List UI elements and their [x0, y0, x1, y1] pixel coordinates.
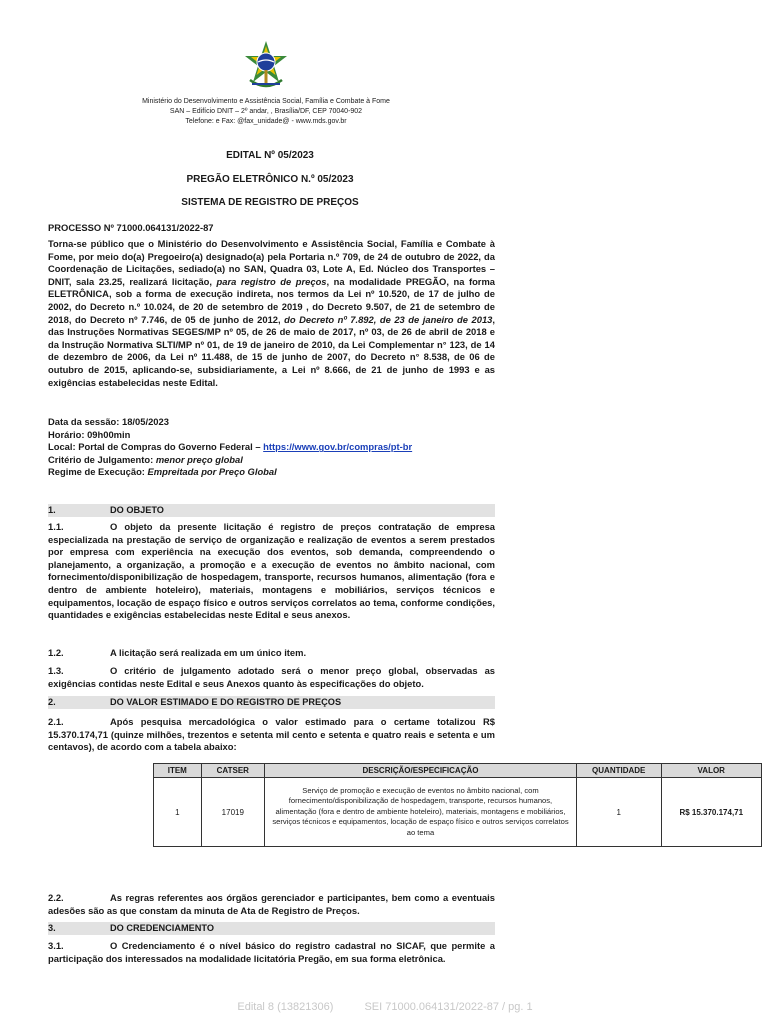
cell-descricao: Serviço de promoção e execução de eventos no âmbito nacional, com fornecimento/disponibilização de hospedagem, transporte, recursos humanos, alimentação (fora e dentro de ambiente hoteleiro), materiais, montagens e mobiliários, serviços técnicos e equipamentos, locação de espaço físico e outros serviços correlatos ao tema [265, 778, 577, 847]
intro-text-italic-1: para registro de preços [216, 275, 327, 287]
section-1-heading: 1. DO OBJETO [48, 504, 495, 517]
processo-number: PROCESSO Nº 71000.064131/2022-87 [48, 222, 214, 233]
price-table [153, 763, 762, 847]
col-quantidade: QUANTIDADE [576, 764, 661, 778]
table-header-row [154, 764, 762, 778]
item-1-1: 1.1. O objeto da presente licitação é registro de preços contratação de empresa especializada na prestação de serviço de organização e realização de eventos a serem prestados por empresa com experiência na execução dos eventos, sob demanda, compreendendo o planejamento, a organização, a promoção e a execução de eventos no âmbito nacional, com fornecimento/disponibilização de hospedagem, transporte, recursos humanos, alimentação (fora e dentro de ambiente hoteleiro), materiais, montagens e mobiliários, serviços técnicos e equipamentos, locação de espaço físico e outros serviços correlatos ao tema, conforme condições, quantidades e exigências estabelecidas neste Edital e seus anexos. [48, 521, 495, 621]
session-info [48, 416, 495, 479]
cell-quantidade: 1 [576, 778, 661, 847]
page-footer [0, 1001, 770, 1013]
item-2-1: 2.1. Após pesquisa mercadológica o valor estimado para o certame totalizou R$ 15.370.174,71 (quinze milhões, trezentos e setenta mil cento e setenta e quatro reais e setenta e um centavos), de acordo com a tabela abaixo: [48, 716, 496, 753]
item-1-3: 1.3. O critério de julgamento adotado será o menor preço global, observadas as exigências contidas neste Edital e seus Anexos quanto às especificações do objeto. [48, 665, 495, 689]
edital-title: EDITAL Nº 05/2023 [226, 150, 314, 161]
brazil-coat-of-arms-icon [244, 40, 288, 92]
section-2-heading: 2. DO VALOR ESTIMADO E DO REGISTRO DE PREÇOS [48, 696, 495, 709]
intro-text-italic-2: do Decreto nº 7.892, de 23 de janeiro de 2013 [284, 313, 493, 325]
cell-item: 1 [154, 778, 202, 847]
item-1-2: 1.2. A licitação será realizada em um único item. [48, 647, 307, 658]
compras-link[interactable]: https://www.gov.br/compras/pt-br [263, 441, 413, 453]
cell-valor: R$ 15.370.174,71 [661, 778, 761, 847]
session-time: Horário: 09h00min [48, 428, 131, 440]
pregao-title: PREGÃO ELETRÔNICO N.º 05/2023 [186, 174, 354, 185]
item-2-2: 2.2. As regras referentes aos órgãos gerenciador e participantes, bem como a eventuais adesões são as que constam da minuta de Ata de Registro de Preços. [48, 892, 495, 916]
table-row [154, 778, 762, 847]
ministry-name: Ministério do Desenvolvimento e Assistência Social, Família e Combate à Fome [142, 98, 390, 105]
section-3-heading: 3. DO CREDENCIAMENTO [48, 922, 495, 935]
ministry-contact: Telefone: e Fax: @fax_unidade@ - www.mds.gov.br [185, 118, 347, 125]
session-local: Local: Portal de Compras do Governo Federal – https://www.gov.br/compras/pt-br [48, 441, 413, 453]
col-catser: CATSER [201, 764, 264, 778]
col-descricao: DESCRIÇÃO/ESPECIFICAÇÃO [265, 764, 577, 778]
julgamento-criterio: Critério de Julgamento: menor preço global [48, 453, 243, 465]
footer-process-page: SEI 71000.064131/2022-87 / pg. 1 [364, 1001, 533, 1013]
intro-text-3: , das Instruções Normativas SEGES/MP nº 05, de 26 de maio de 2017, nº 03, de 26 de abril de 2018 e da Instrução Normativa SLTI/MP nº 01, de 19 de janeiro de 2010, da Lei Complementar n° 123, de 14 de dezembro de 2006, da Lei nº 11.488, de 15 de junho de 2007, do Decreto n° 8.538, de 06 de outubro de 2015, aplicando-se, subsidiariamente, a Lei nº 8.666, de 21 de junho de 1993 e as exigências estabelecidas neste Edital. [48, 313, 495, 388]
footer-doc-id: Edital 8 (13821306) [237, 1001, 334, 1013]
cell-catser: 17019 [201, 778, 264, 847]
sistema-title: SISTEMA DE REGISTRO DE PREÇOS [181, 197, 359, 208]
session-date: Data da sessão: 18/05/2023 [48, 416, 169, 427]
intro-text-1: Torna-se público que o Ministério do Desenvolvimento e Assistência Social, Família e Combate à Fome, por meio do(a) Pregoeiro(a) designado(a) pela Portaria n.º 709, de 24 de outubro de 2022, da Coordenação de Licitações, sediado(a) no SAN, Quadra 03, Lote A, Ed. Núcleo dos Transportes – DNIT, sala 23.25, realizará licitação, [48, 238, 495, 287]
item-3-1: 3.1. O Credenciamento é o nível básico do registro cadastral no SICAF, que permite a participação dos interessados na modalidade licitatória Pregão, em sua forma eletrônica. [48, 940, 495, 964]
intro-text-2: , na modalidade PREGÃO, na forma ELETRÔNICA, sob a forma de execução indireta, nos termos da Lei nº 10.520, de 17 de julho de 2002, do Decreto n.º 10.024, de 20 de setembro de 2019 , do Decreto 9.507, de 21 de setembro de 2018, do Decreto nº 7.746, de 05 de junho de 2012, [48, 275, 495, 325]
regime-execucao: Regime de Execução: Empreitada por Preço Global [48, 466, 277, 478]
letterhead [96, 97, 436, 127]
col-item: ITEM [154, 764, 202, 778]
col-valor: VALOR [661, 764, 761, 778]
intro-paragraph [48, 238, 495, 389]
ministry-address: SAN – Edifício DNIT – 2º andar, , Brasília/DF, CEP 70040-902 [169, 108, 363, 115]
